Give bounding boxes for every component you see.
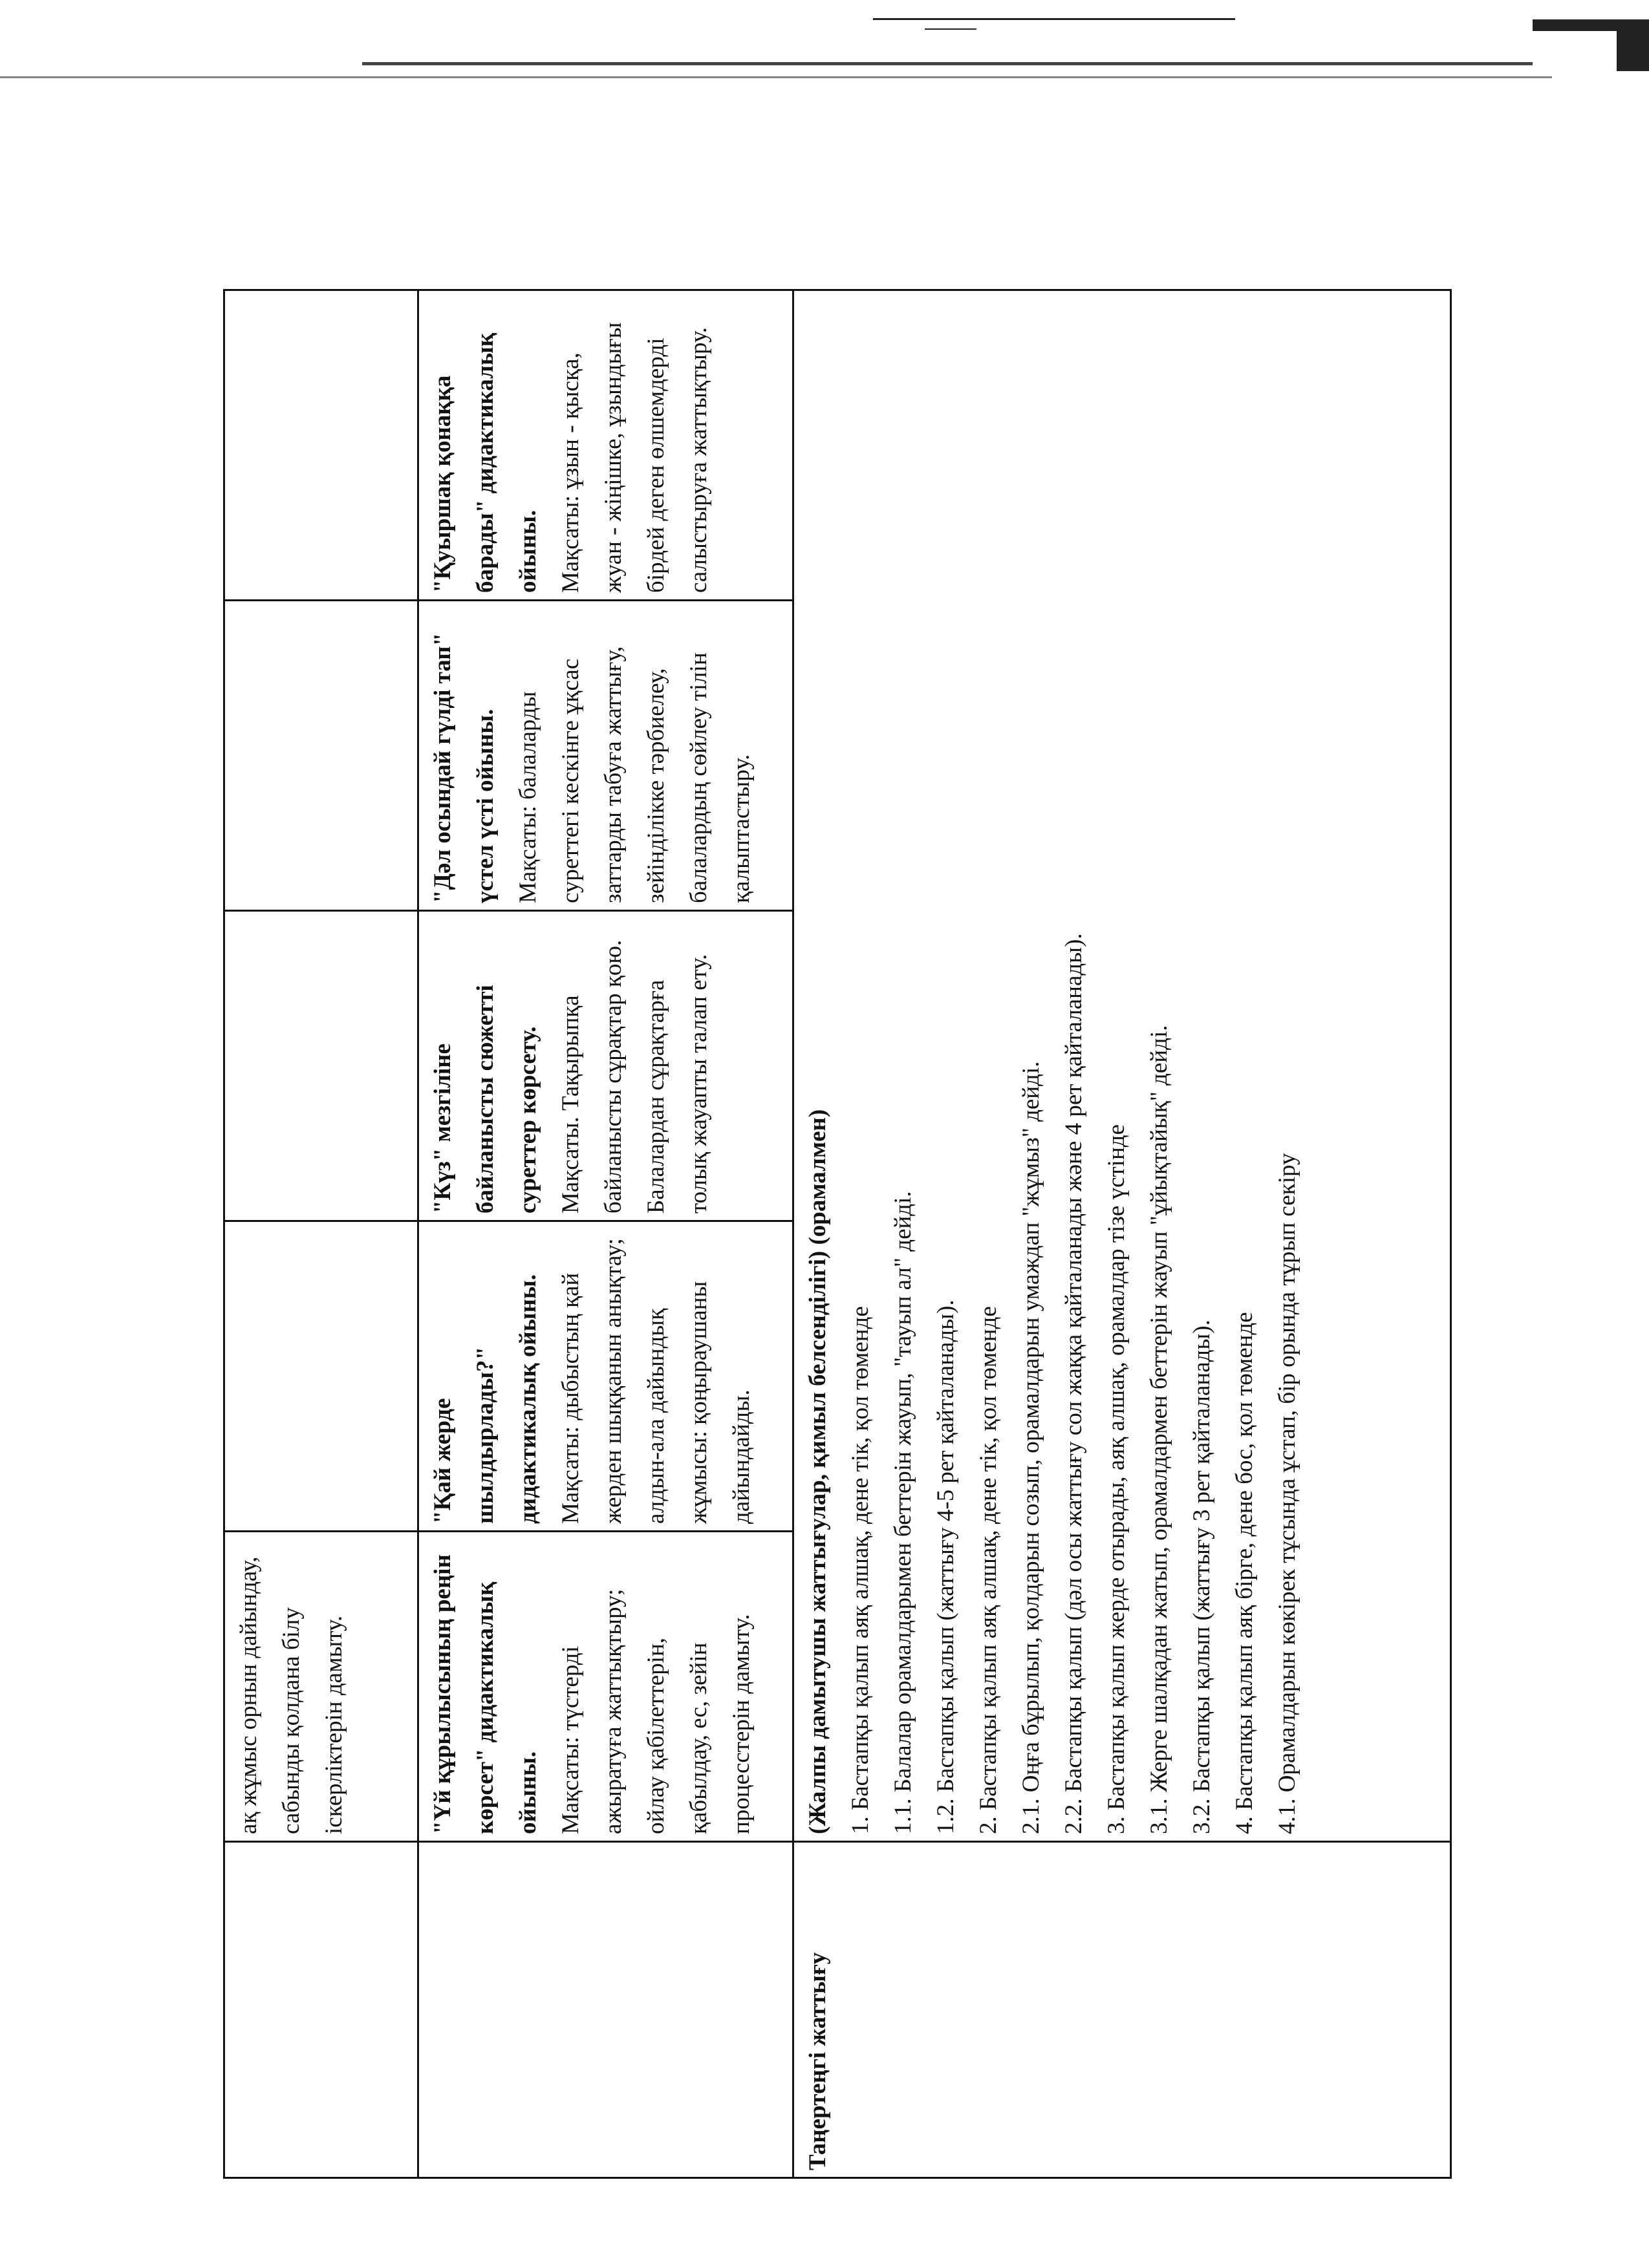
game-cell-3 <box>418 911 793 1221</box>
exercise-line: 1. Бастапқы қалып аяқ алшақ, дене тік, қол төменде <box>847 1306 874 1834</box>
empty-cell <box>224 1221 418 1532</box>
empty-cell <box>224 911 418 1221</box>
top-row-text: ақ жұмыс орнын дайындау, сабынды қолдана білу іскерліктерін дамыту. <box>235 1556 347 1834</box>
empty-cell <box>224 290 418 601</box>
table-row <box>418 290 793 2178</box>
game-cell-2 <box>418 1221 793 1532</box>
top-row-text-cell <box>224 1532 418 1842</box>
game-text: Мақсаты: дыбыстың қай жерден шыққанын анықтау; алдын-ала дайындық жұмысы: қоңыраушаны дайындайды. <box>557 1238 755 1524</box>
game-cell-4 <box>418 601 793 911</box>
game-title: "Дәл осындай гүлді тап" үстел үсті ойыны. <box>429 632 499 903</box>
scan-artifact-line <box>0 76 1552 78</box>
game-text: Мақсаты. Тақырыпқа байланысты сұрақтар қою. Балалардан сұрақтарға толық жауапты талап ету. <box>557 939 712 1214</box>
section-label: Таңертеңгі жаттығу <box>804 1952 831 2170</box>
table-row <box>224 290 418 2178</box>
empty-cell <box>224 601 418 911</box>
section-label-cell <box>793 1842 1451 2178</box>
exercise-line: 4.1. Орамалдарын көкірек тұсында ұстап, бір орында тұрып секіру <box>1274 1153 1300 1834</box>
scan-artifact-line <box>1617 19 1649 71</box>
exercise-line: 3.1. Жерге шалқадан жатып, орамалдармен беттерін жауып "ұйықтайық" дейді. <box>1146 1025 1172 1834</box>
exercise-line: 1.2. Бастапқы қалып (жаттығу 4-5 рет қайталанады). <box>932 1300 959 1834</box>
rotated-schedule <box>223 291 1452 2179</box>
exercise-line: 2.1. Оңға бұрылып, қолдарын созып, орамалдарын умаждап "жұмыз" дейді. <box>1018 1061 1044 1834</box>
exercise-line: 4. Бастапқы қалып аяқ бірге, дене бос, қол төменде <box>1231 1312 1258 1834</box>
exercise-line: 1.1. Балалар орамалдарымен беттерін жауып, "тауып ал" дейді. <box>890 1191 916 1834</box>
table-row <box>793 290 1451 2178</box>
scan-artifact-line <box>925 28 976 30</box>
scan-artifact-line <box>873 18 1235 20</box>
game-text: Мақсаты: балаларды суреттегі кескінге ұқсас заттарды табуға жаттығу, зейінділікке тәрбиелеу, балалардың сөйлеу тілін қалыптастыру. <box>515 646 755 903</box>
game-title: "Қай жерде шылдырлады?" дидактикалық ойыны. <box>429 1274 541 1524</box>
label-cell-empty <box>224 1842 418 2178</box>
game-cell-5 <box>418 290 793 601</box>
exercise-line: 2. Бастапқы қалып аяқ алшақ, дене тік, қол төменде <box>975 1306 1002 1834</box>
exercise-cell <box>793 290 1451 1842</box>
exercise-line: 3.2. Бастапқы қалып (жаттығу 3 рет қайталанады). <box>1189 1320 1215 1834</box>
schedule-table <box>223 289 1452 2179</box>
scan-artifact-line <box>362 62 1533 65</box>
game-cell-1 <box>418 1532 793 1842</box>
exercise-title: (Жалпы дамытушы жаттығулар, қимыл белсенділігі) (орамалмен) <box>804 1109 831 1834</box>
exercise-line: 3. Бастапқы қалып жерде отырады, аяқ алшақ, орамалдар тізе үстінде <box>1103 1124 1130 1834</box>
game-title: "Күз" мезгіліне байланысты сюжетті суреттер көрсету. <box>429 985 541 1214</box>
game-text: Мақсаты: түстерді ажыратуға жаттықтыру; ойлау қабілеттерін, қабылдау, ес, зейін процесстерін дамыту. <box>557 1589 755 1834</box>
game-title: "Қуыршақ қонаққа барады" дидактикалық ойыны. <box>429 332 541 593</box>
label-cell-empty <box>418 1842 793 2178</box>
exercise-line: 2.2. Бастапқы қалып (дәл осы жаттығу сол жаққа қайталанады және 4 рет қайталанады). <box>1061 933 1087 1834</box>
game-text: Мақсаты: ұзын - қысқа, жуан - жіңішке, ұзындығы бірдей деген өлшемдерді салыстыруға жаттықтыру. <box>557 322 712 593</box>
game-title: "Үй құрылысының реңін көрсет" дидактикалық ойыны. <box>429 1554 541 1834</box>
